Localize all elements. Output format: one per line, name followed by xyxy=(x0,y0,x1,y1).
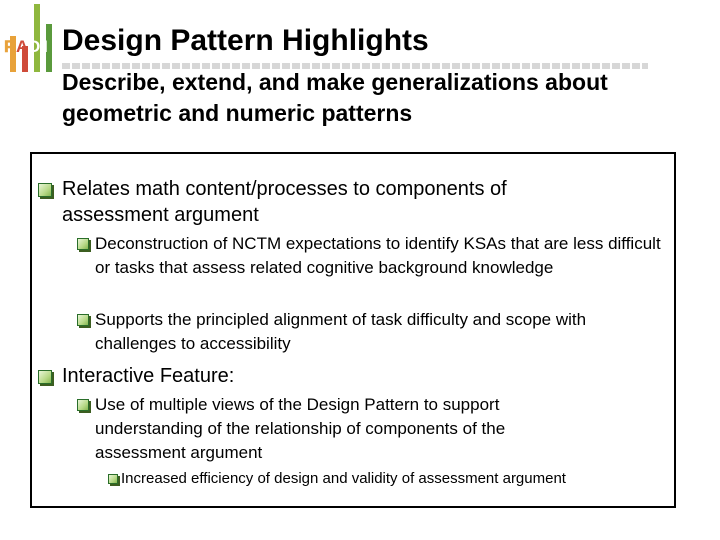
page-title: Design Pattern Highlights xyxy=(62,24,429,57)
bullet-item xyxy=(38,176,578,228)
sub-bullet-text: Deconstruction of NCTM expectations to identify KSAs that are less difficult or tasks that assess related cognitive background knowledge xyxy=(95,234,661,277)
sub-sub-bullet-text: Increased efficiency of design and validity of assessment argument xyxy=(121,470,566,487)
bullet-text: Interactive Feature: xyxy=(62,365,235,387)
square-bullet-icon xyxy=(77,314,89,326)
square-bullet-icon xyxy=(38,183,52,197)
logo-letters xyxy=(4,36,58,58)
sub-bullet-item xyxy=(77,308,667,356)
sub-bullet-text: Use of multiple views of the Design Pattern to support understanding of the relationship of components of the assessment argument xyxy=(95,395,506,462)
padi-logo xyxy=(4,4,58,72)
logo-letter: I xyxy=(43,37,49,56)
sub-sub-bullet-item xyxy=(108,469,672,489)
square-bullet-icon xyxy=(108,474,118,484)
sub-bullet-item xyxy=(77,232,667,280)
sub-bullet-item xyxy=(77,393,597,465)
sub-bullet-text: Supports the principled alignment of task difficulty and scope with challenges to accessibility xyxy=(95,310,587,353)
logo-letter: A xyxy=(16,37,30,56)
square-bullet-icon xyxy=(77,399,89,411)
bullet-text: Relates math content/processes to components of assessment argument xyxy=(62,178,507,226)
page-subtitle: Describe, extend, and make generalizations about geometric and numeric patterns xyxy=(62,69,608,126)
bullet-item xyxy=(38,363,598,389)
square-bullet-icon xyxy=(77,238,89,250)
logo-letter: P xyxy=(4,37,17,56)
logo-letter: D xyxy=(28,37,42,56)
square-bullet-icon xyxy=(38,370,52,384)
